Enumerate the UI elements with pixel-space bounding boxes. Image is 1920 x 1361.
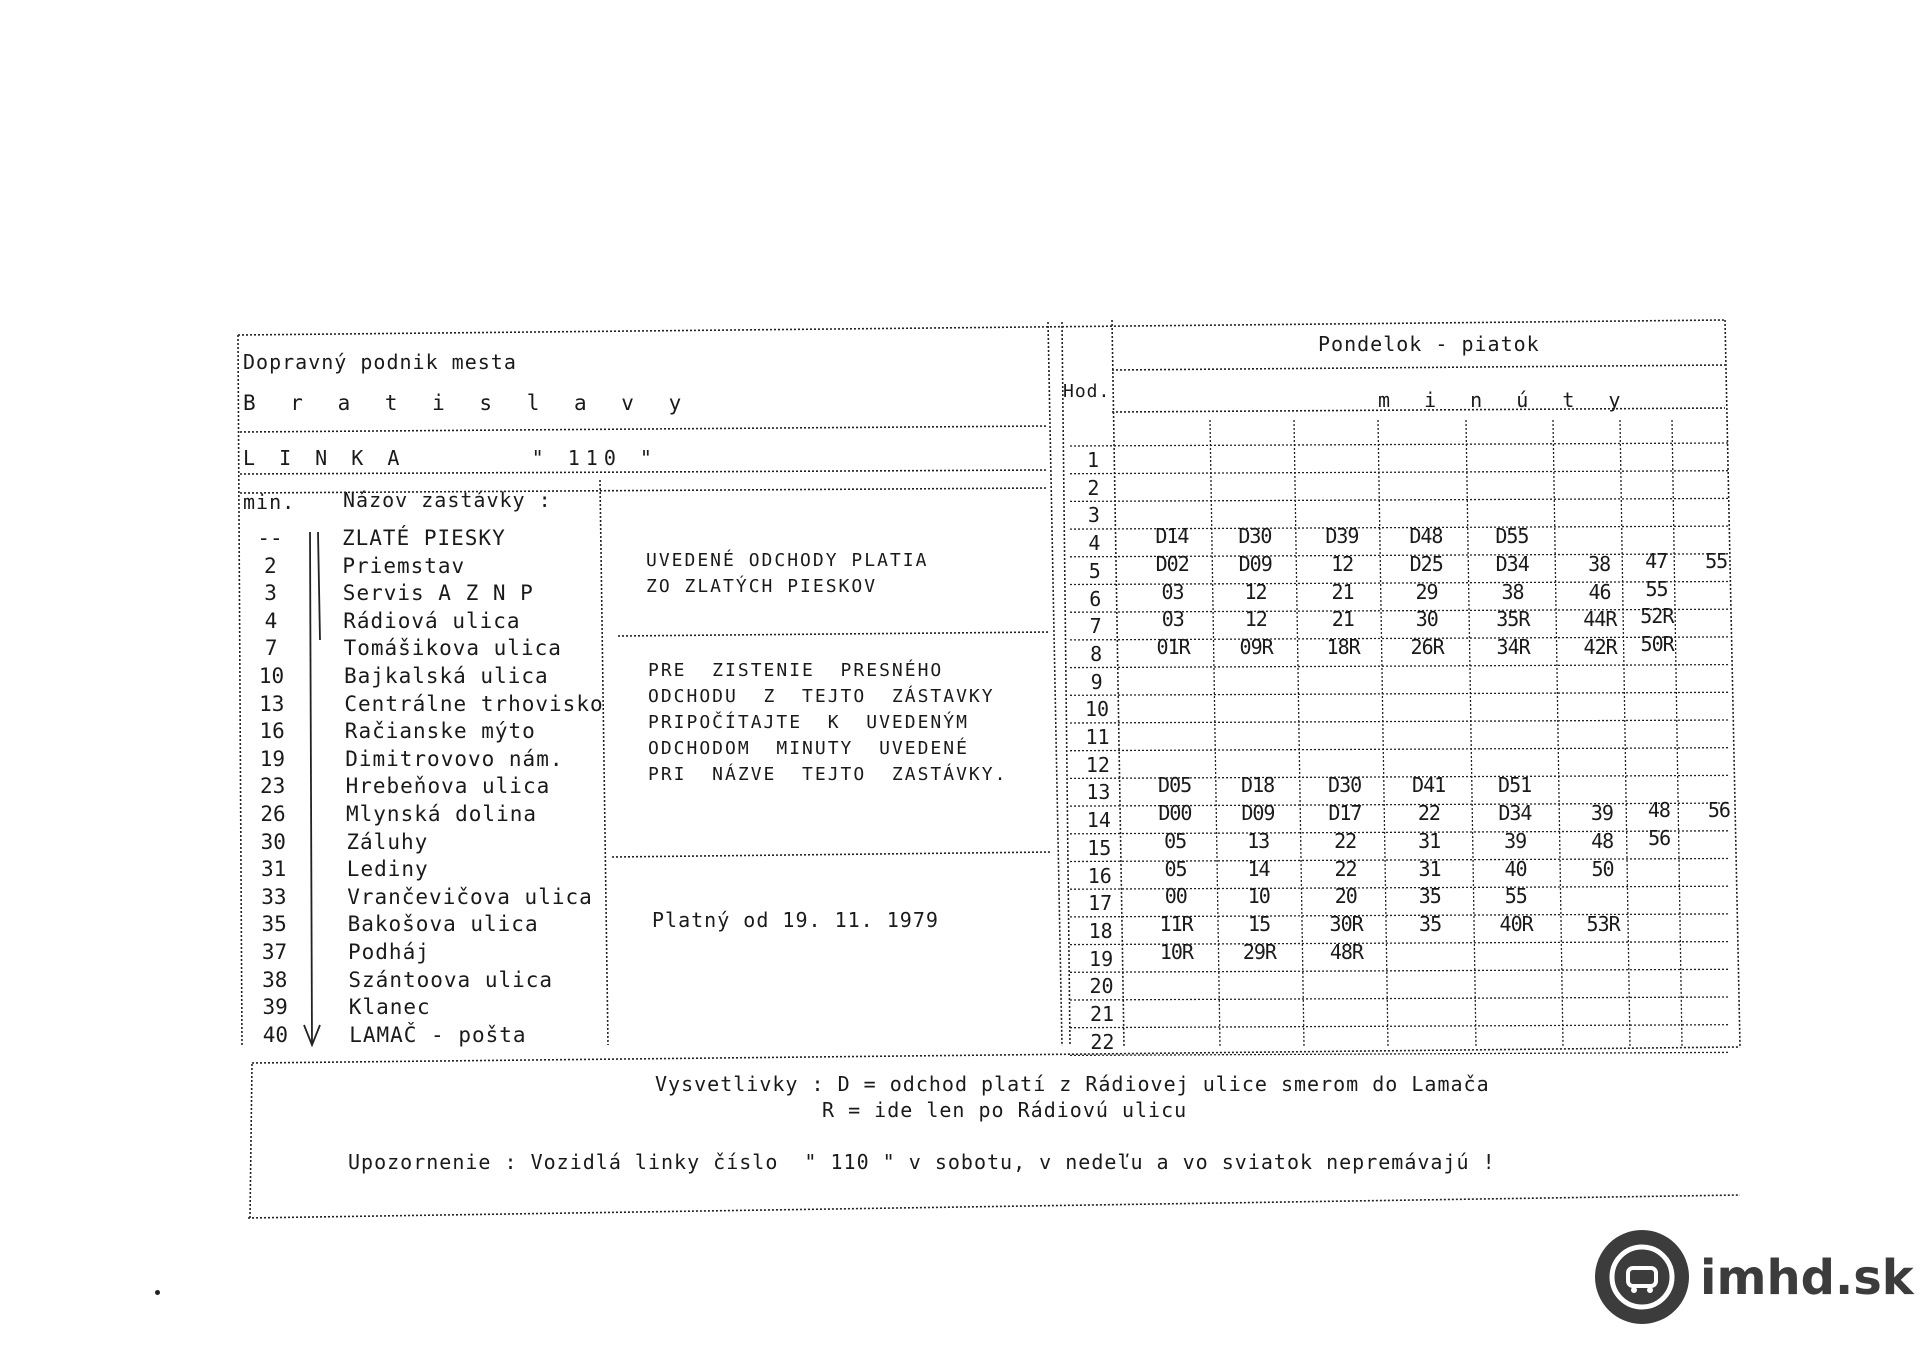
departure-cell: D17 bbox=[1328, 801, 1362, 826]
departure-cell: 47 bbox=[1645, 548, 1668, 573]
departure-cell: 30R bbox=[1329, 911, 1363, 936]
departure-cell: D30 bbox=[1328, 773, 1362, 798]
departure-cell: 50R bbox=[1640, 631, 1674, 656]
departure-cell: 13 bbox=[1247, 828, 1270, 853]
stop-minutes: 3 bbox=[264, 581, 277, 606]
departure-cell: 38 bbox=[1501, 579, 1524, 604]
departure-cell: 34R bbox=[1496, 634, 1530, 659]
departure-cell: D14 bbox=[1155, 524, 1189, 549]
stop-minutes: 35 bbox=[261, 912, 287, 937]
stop-minutes: 10 bbox=[258, 664, 285, 688]
hour-label: 6 bbox=[1089, 586, 1102, 611]
departure-cell: 03 bbox=[1161, 607, 1184, 632]
departure-cell: 56 bbox=[1707, 798, 1730, 823]
stop-minutes: 7 bbox=[264, 636, 278, 661]
departure-cell: D09 bbox=[1241, 801, 1275, 826]
grid-col-line bbox=[1294, 420, 1304, 1046]
hour-label: 7 bbox=[1089, 614, 1102, 639]
stop-minutes: 23 bbox=[260, 774, 286, 799]
hour-label: 8 bbox=[1090, 641, 1103, 666]
departure-cell: 44R bbox=[1583, 607, 1617, 632]
stop-name: Dimitrovovo nám. bbox=[345, 746, 564, 771]
grid-row-line bbox=[1070, 720, 1728, 723]
departure-cell: 10 bbox=[1247, 884, 1270, 909]
hour-label: 1 bbox=[1086, 448, 1100, 472]
departure-cell: 21 bbox=[1331, 579, 1354, 604]
hour-label: 20 bbox=[1089, 974, 1114, 999]
stop-name: Bajkalská ulica bbox=[344, 664, 549, 688]
stop-name: Tomášikova ulica bbox=[343, 636, 562, 661]
legend-d: Vysvetlivky : D = odchod platí z Rádiovej ulice smerom do Lamača bbox=[655, 1072, 1490, 1096]
stop-name: Podháj bbox=[348, 940, 430, 964]
departure-cell: 55 bbox=[1645, 576, 1668, 601]
departure-cell: D48 bbox=[1409, 524, 1443, 549]
stop-minutes: 30 bbox=[260, 829, 286, 854]
stop-minutes: 13 bbox=[259, 691, 285, 716]
departure-cell: D55 bbox=[1495, 524, 1529, 549]
note-instruction: PRE ZISTENIE PRESNÉHO ODCHODU Z TEJTO ZÁSTAVKY PRIPOČÍTAJTE K UVEDENÝM ODCHODOM MINUTY UVEDENÉ PRI NÁZVE TEJTO ZASTÁVKY. bbox=[648, 660, 1008, 786]
departure-cell: 35R bbox=[1496, 607, 1530, 632]
grid-row-line bbox=[1070, 498, 1728, 501]
departure-cell: 52R bbox=[1640, 604, 1674, 629]
departure-cell: 00 bbox=[1164, 884, 1187, 909]
stop-name: Servis A Z N P bbox=[342, 581, 534, 606]
departure-cell: 31 bbox=[1418, 856, 1441, 881]
departure-cell: 03 bbox=[1161, 579, 1184, 604]
company-name: Dopravný podnik mesta bbox=[243, 350, 517, 374]
hour-label: 12 bbox=[1085, 752, 1110, 777]
departure-cell: 15 bbox=[1248, 911, 1271, 936]
departure-cell: 56 bbox=[1648, 825, 1671, 850]
departure-cell: 11R bbox=[1159, 911, 1193, 936]
departure-cell: 30 bbox=[1415, 607, 1438, 632]
stop-minutes: 4 bbox=[264, 608, 278, 633]
departure-cell: 22 bbox=[1334, 828, 1357, 853]
stop-minutes: 2 bbox=[263, 553, 277, 578]
departure-cell: D41 bbox=[1412, 773, 1446, 798]
departure-cell: 35 bbox=[1419, 911, 1442, 936]
stop-name: Klanec bbox=[348, 995, 431, 1020]
departure-cell: 40R bbox=[1499, 911, 1533, 936]
grid-row-line bbox=[1070, 692, 1728, 695]
departure-cell: 05 bbox=[1164, 828, 1187, 853]
departure-cell: 40 bbox=[1504, 856, 1527, 881]
departure-cell: 12 bbox=[1331, 551, 1354, 576]
company-city: B r a t i s l a v y bbox=[243, 391, 693, 415]
stop-name: ZLATÉ PIESKY bbox=[342, 526, 506, 550]
hour-label: 21 bbox=[1089, 1002, 1115, 1026]
stop-name: Centrálne trhovisko bbox=[344, 691, 604, 716]
stop-minutes: 37 bbox=[261, 940, 288, 964]
departure-cell: 55 bbox=[1705, 548, 1728, 573]
departure-cell: 35 bbox=[1418, 884, 1441, 909]
stop-name: Záluhy bbox=[346, 829, 429, 854]
departure-cell: 26R bbox=[1410, 634, 1444, 659]
hour-label: 2 bbox=[1087, 475, 1100, 500]
grid-col-line bbox=[1672, 420, 1682, 1046]
stop-minutes: 19 bbox=[259, 746, 286, 771]
departure-cell: D51 bbox=[1498, 773, 1532, 798]
departure-cell: 05 bbox=[1164, 856, 1187, 881]
departure-cell: 48 bbox=[1591, 828, 1614, 853]
hour-label: 9 bbox=[1090, 669, 1103, 694]
departure-cell: 09R bbox=[1239, 634, 1273, 659]
departure-cell: 48 bbox=[1647, 798, 1670, 823]
departure-cell: 39 bbox=[1590, 801, 1613, 826]
minutes-label: m i n ú t y bbox=[1378, 388, 1632, 412]
departure-cell: D30 bbox=[1238, 524, 1272, 549]
hour-label: 19 bbox=[1089, 946, 1114, 971]
departure-cell: 46 bbox=[1588, 579, 1611, 604]
departure-cell: 22 bbox=[1334, 856, 1357, 881]
hour-label: 22 bbox=[1090, 1029, 1115, 1054]
note-valid-from-stop: UVEDENÉ ODCHODY PLATIA ZO ZLATÝCH PIESKOV bbox=[646, 550, 929, 598]
scan-speck bbox=[155, 1290, 160, 1295]
valid-from-date: Platný od 19. 11. 1979 bbox=[652, 908, 939, 932]
stop-minutes: 40 bbox=[262, 1022, 289, 1047]
departure-cell: 22 bbox=[1417, 801, 1440, 826]
departure-cell: 10R bbox=[1159, 939, 1193, 964]
hour-label: 13 bbox=[1086, 780, 1111, 805]
hour-label: 10 bbox=[1085, 697, 1110, 722]
hour-label: 18 bbox=[1088, 918, 1113, 943]
stop-name: Lediny bbox=[346, 857, 429, 882]
grid-col-line bbox=[1553, 420, 1563, 1046]
departure-cell: D25 bbox=[1409, 551, 1443, 576]
stop-minutes: 31 bbox=[260, 857, 287, 882]
grid-row-line bbox=[1070, 748, 1728, 751]
departure-cell: 39 bbox=[1504, 828, 1527, 853]
departure-cell: 42R bbox=[1583, 634, 1617, 659]
stop-name: Mlynská dolina bbox=[346, 802, 538, 826]
departure-cell: 12 bbox=[1244, 607, 1267, 632]
departure-cell: D34 bbox=[1498, 801, 1532, 826]
brand-logo: imhd.sk bbox=[1700, 1250, 1914, 1306]
departure-cell: 01R bbox=[1156, 634, 1190, 659]
departure-cell: 29R bbox=[1242, 939, 1276, 964]
departure-cell: D09 bbox=[1238, 551, 1272, 576]
grid-row-line bbox=[1070, 471, 1728, 474]
stops-header-name: Názov zastávky : bbox=[343, 488, 552, 512]
legend-r: R = ide len po Rádiovú ulicu bbox=[822, 1098, 1188, 1122]
departure-cell: 18R bbox=[1326, 634, 1360, 659]
service-warning: Upozornenie : Vozidlá linky číslo " 110 " v sobotu, v nedeľu a vo sviatok nepremávajú ! bbox=[348, 1150, 1496, 1174]
stop-name: Račianske mýto bbox=[344, 719, 536, 744]
stop-minutes: 26 bbox=[260, 802, 286, 826]
stop-name: Rádiová ulica bbox=[343, 608, 521, 633]
departure-cell: 20 bbox=[1334, 884, 1357, 909]
bus-pin-icon bbox=[1595, 1230, 1689, 1324]
stop-name: Bakošova ulica bbox=[347, 912, 539, 937]
grid-col-line bbox=[1378, 420, 1388, 1046]
departure-cell: D05 bbox=[1158, 773, 1192, 798]
departure-cell: 48R bbox=[1329, 939, 1363, 964]
departure-cell: D02 bbox=[1155, 551, 1189, 576]
grid-row-line bbox=[1070, 665, 1728, 668]
grid-row-line bbox=[1070, 443, 1728, 446]
departure-cell: 55 bbox=[1504, 884, 1527, 909]
hour-label: 3 bbox=[1087, 503, 1100, 528]
departure-cell: 14 bbox=[1247, 856, 1270, 881]
departure-cell: 21 bbox=[1331, 607, 1354, 632]
stop-name: Hrebeňova ulica bbox=[345, 774, 551, 799]
grid-col-line bbox=[1210, 420, 1220, 1046]
departure-cell: D34 bbox=[1495, 551, 1529, 576]
stop-name: Vrančevičova ulica bbox=[347, 884, 593, 909]
stop-minutes: -- bbox=[257, 526, 283, 550]
departure-cell: 12 bbox=[1244, 579, 1267, 604]
stops-header-min: min. bbox=[243, 490, 296, 514]
grid-col-line bbox=[1620, 420, 1630, 1046]
departure-cell: 29 bbox=[1415, 579, 1438, 604]
departure-cell: 50 bbox=[1591, 856, 1614, 881]
stop-minutes: 33 bbox=[261, 884, 287, 909]
departure-cell: D39 bbox=[1325, 524, 1359, 549]
stop-minutes: 16 bbox=[259, 719, 285, 744]
departure-cell: 38 bbox=[1588, 551, 1611, 576]
grid-col-line bbox=[1466, 420, 1476, 1046]
hour-label: 14 bbox=[1086, 808, 1111, 833]
hour-label: 5 bbox=[1088, 558, 1101, 583]
line-label: L I N K A " 110 " bbox=[243, 446, 658, 470]
departure-cell: D00 bbox=[1158, 801, 1192, 826]
stop-name: Szántoova ulica bbox=[348, 967, 554, 992]
hour-label: 16 bbox=[1087, 863, 1112, 888]
departure-cell: 53R bbox=[1586, 911, 1620, 936]
hour-label: 11 bbox=[1085, 725, 1110, 749]
departure-cell: 31 bbox=[1418, 828, 1441, 853]
hour-label: 15 bbox=[1087, 835, 1112, 860]
hour-label: 17 bbox=[1088, 891, 1113, 916]
days-label: Pondelok - piatok bbox=[1318, 332, 1540, 356]
stop-name: LAMAČ - pošta bbox=[349, 1022, 527, 1047]
stop-minutes: 39 bbox=[262, 995, 288, 1020]
stop-minutes: 38 bbox=[262, 967, 288, 992]
stop-name: Priemstav bbox=[342, 553, 466, 578]
hour-label: 4 bbox=[1088, 531, 1101, 556]
departure-cell: D18 bbox=[1241, 773, 1275, 798]
hour-header: Hod. bbox=[1063, 381, 1111, 402]
